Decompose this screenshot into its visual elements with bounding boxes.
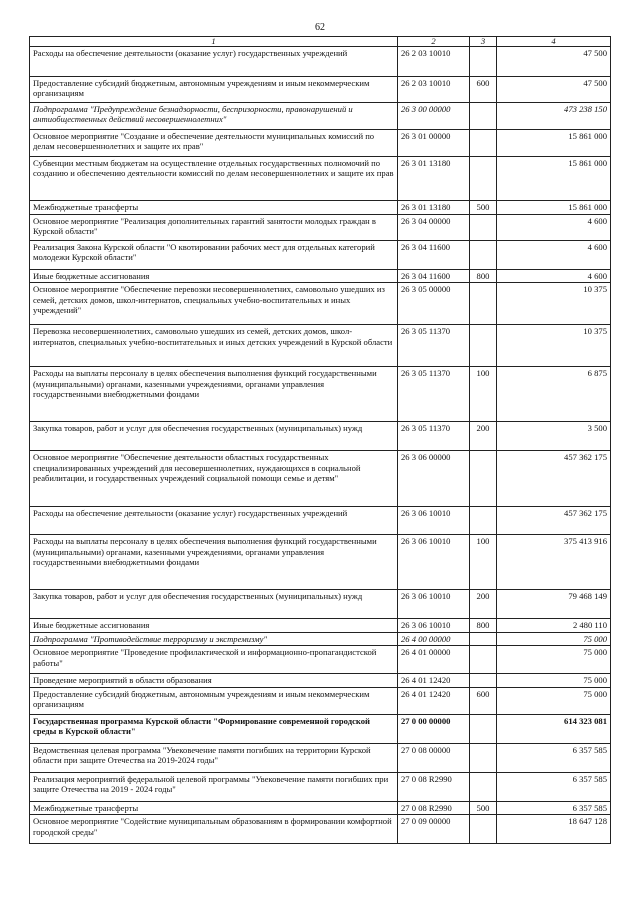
row-amount-cell: 614 323 081 [497, 714, 611, 743]
row-name-cell: Расходы на обеспечение деятельности (оказание услуг) государственных учреждений [30, 47, 398, 77]
row-expense-type-cell: 500 [470, 801, 497, 814]
row-name-cell: Расходы на выплаты персоналу в целях обеспечения выполнения функций государственными (муниципальными) органами, казенными учреждениями, органами управления государственными внебюджетными фондами [30, 367, 398, 422]
table-row [30, 507, 611, 535]
row-code-cell: 26 3 04 11600 [398, 241, 470, 270]
row-expense-type-cell: 600 [470, 77, 497, 103]
row-expense-type-cell [470, 283, 497, 325]
row-code-cell: 26 3 05 11370 [398, 367, 470, 422]
row-amount-cell: 6 875 [497, 367, 611, 422]
row-expense-type-cell: 800 [470, 270, 497, 283]
row-name-cell: Государственная программа Курской области "Формирование современной городской среды в Курской области" [30, 714, 398, 743]
row-amount-cell: 2 480 110 [497, 619, 611, 632]
row-expense-type-cell [470, 815, 497, 844]
row-amount-cell: 47 500 [497, 77, 611, 103]
row-code-cell: 26 3 01 13180 [398, 157, 470, 201]
row-name-cell: Проведение мероприятий в области образования [30, 674, 398, 687]
table-row [30, 325, 611, 367]
row-code-cell: 26 3 00 00000 [398, 103, 470, 130]
row-amount-cell: 4 600 [497, 270, 611, 283]
header-col-2: 2 [398, 37, 470, 47]
row-name-cell: Иные бюджетные ассигнования [30, 619, 398, 632]
row-code-cell: 26 3 06 00000 [398, 451, 470, 507]
table-row [30, 714, 611, 743]
table-row [30, 283, 611, 325]
row-name-cell: Основное мероприятие "Создание и обеспечение деятельности муниципальных комиссий по делам несовершеннолетних и защите их прав" [30, 130, 398, 157]
page-number: 62 [315, 22, 325, 33]
row-amount-cell: 15 861 000 [497, 130, 611, 157]
header-col-3: 3 [470, 37, 497, 47]
row-amount-cell: 3 500 [497, 422, 611, 451]
row-code-cell: 26 4 01 00000 [398, 646, 470, 674]
row-name-cell: Иные бюджетные ассигнования [30, 270, 398, 283]
row-amount-cell: 75 000 [497, 674, 611, 687]
row-name-cell: Основное мероприятие "Обеспечение деятельности областных государственных специализированных учреждений для несовершеннолетних, нуждающихся в социальной реабилитации, и государственных учреждений социальной помощи семье и детям" [30, 451, 398, 507]
row-code-cell: 26 3 06 10010 [398, 619, 470, 632]
row-code-cell: 26 3 05 00000 [398, 283, 470, 325]
row-name-cell: Межбюджетные трансферты [30, 801, 398, 814]
row-code-cell: 26 3 01 00000 [398, 130, 470, 157]
row-amount-cell: 457 362 175 [497, 451, 611, 507]
row-code-cell: 26 3 05 11370 [398, 325, 470, 367]
row-name-cell: Расходы на обеспечение деятельности (оказание услуг) государственных учреждений [30, 507, 398, 535]
row-amount-cell: 473 238 150 [497, 103, 611, 130]
row-expense-type-cell [470, 130, 497, 157]
row-name-cell: Перевозка несовершеннолетних, самовольно ушедших из семей, детских домов, школ-интернатов, специальных учебно-воспитательных и иных детских учреждений в Курской области [30, 325, 398, 367]
row-code-cell: 26 3 06 10010 [398, 590, 470, 619]
row-amount-cell: 15 861 000 [497, 201, 611, 215]
table-row [30, 241, 611, 270]
table-row [30, 815, 611, 844]
row-code-cell: 27 0 08 00000 [398, 743, 470, 772]
row-expense-type-cell [470, 325, 497, 367]
row-name-cell: Основное мероприятие "Проведение профилактической и информационно-пропагандистской работы" [30, 646, 398, 674]
row-name-cell: Реализация Закона Курской области "О квотировании рабочих мест для отдельных категорий молодежи Курской области" [30, 241, 398, 270]
row-expense-type-cell: 600 [470, 687, 497, 714]
table-row [30, 103, 611, 130]
row-expense-type-cell [470, 103, 497, 130]
row-name-cell: Предоставление субсидий бюджетным, автономным учреждениям и иным некоммерческим организациям [30, 77, 398, 103]
row-amount-cell: 75 000 [497, 632, 611, 645]
table-row [30, 422, 611, 451]
row-name-cell: Субвенции местным бюджетам на осуществление отдельных государственных полномочий по созданию и обеспечению деятельности комиссий по делам несовершеннолетних и защите их прав [30, 157, 398, 201]
table-row [30, 619, 611, 632]
row-name-cell: Подпрограмма "Противодействие терроризму и экстремизму" [30, 632, 398, 645]
row-expense-type-cell [470, 646, 497, 674]
row-expense-type-cell [470, 507, 497, 535]
row-code-cell: 26 3 01 13180 [398, 201, 470, 215]
row-expense-type-cell [470, 451, 497, 507]
row-expense-type-cell [470, 743, 497, 772]
row-name-cell: Закупка товаров, работ и услуг для обеспечения государственных (муниципальных) нужд [30, 422, 398, 451]
table-row [30, 201, 611, 215]
table-body [30, 47, 611, 844]
row-code-cell: 26 3 06 10010 [398, 507, 470, 535]
table-row [30, 157, 611, 201]
table-row [30, 451, 611, 507]
row-amount-cell: 4 600 [497, 241, 611, 270]
row-name-cell: Закупка товаров, работ и услуг для обеспечения государственных (муниципальных) нужд [30, 590, 398, 619]
table-row [30, 47, 611, 77]
table-row [30, 367, 611, 422]
table-row [30, 674, 611, 687]
row-code-cell: 27 0 08 R2990 [398, 772, 470, 801]
row-name-cell: Основное мероприятие "Содействие муниципальным образованиям в формировании комфортной городской среды" [30, 815, 398, 844]
row-expense-type-cell [470, 241, 497, 270]
table-row [30, 270, 611, 283]
table-row [30, 77, 611, 103]
table-row [30, 215, 611, 241]
row-amount-cell: 4 600 [497, 215, 611, 241]
row-code-cell: 27 0 08 R2990 [398, 801, 470, 814]
table-row [30, 772, 611, 801]
row-amount-cell: 10 375 [497, 325, 611, 367]
table-row [30, 687, 611, 714]
row-expense-type-cell [470, 157, 497, 201]
table-row [30, 590, 611, 619]
row-amount-cell: 75 000 [497, 687, 611, 714]
row-amount-cell: 6 357 585 [497, 801, 611, 814]
row-expense-type-cell [470, 632, 497, 645]
row-amount-cell: 457 362 175 [497, 507, 611, 535]
row-amount-cell: 6 357 585 [497, 743, 611, 772]
row-code-cell: 26 3 04 11600 [398, 270, 470, 283]
row-name-cell: Ведомственная целевая программа "Увековечение памяти погибших на территории Курской области при защите Отечества на 2019-2024 годы" [30, 743, 398, 772]
table-row [30, 632, 611, 645]
table-row [30, 743, 611, 772]
row-name-cell: Основное мероприятие "Реализация дополнительных гарантий занятости молодых граждан в Курской области" [30, 215, 398, 241]
row-name-cell: Основное мероприятие "Обеспечение перевозки несовершеннолетних, самовольно ушедших из семей, детских домов, школ-интернатов, специальных учебно-воспитательных и иных учреждений" [30, 283, 398, 325]
row-expense-type-cell [470, 674, 497, 687]
table-row [30, 535, 611, 590]
row-amount-cell: 75 000 [497, 646, 611, 674]
header-col-1: 1 [30, 37, 398, 47]
row-expense-type-cell: 100 [470, 535, 497, 590]
row-amount-cell: 375 413 916 [497, 535, 611, 590]
row-expense-type-cell [470, 714, 497, 743]
row-code-cell: 26 4 00 00000 [398, 632, 470, 645]
row-expense-type-cell [470, 47, 497, 77]
row-name-cell: Межбюджетные трансферты [30, 201, 398, 215]
row-expense-type-cell: 100 [470, 367, 497, 422]
row-code-cell: 26 3 05 11370 [398, 422, 470, 451]
table-row [30, 130, 611, 157]
row-amount-cell: 18 647 128 [497, 815, 611, 844]
row-code-cell: 26 3 04 00000 [398, 215, 470, 241]
row-code-cell: 26 2 03 10010 [398, 47, 470, 77]
row-name-cell: Подпрограмма "Предупреждение безнадзорности, беспризорности, правонарушений и антиобщественных действий несовершеннолетних" [30, 103, 398, 130]
header-col-4: 4 [497, 37, 611, 47]
table-row [30, 801, 611, 814]
row-amount-cell: 10 375 [497, 283, 611, 325]
row-code-cell: 26 4 01 12420 [398, 674, 470, 687]
row-name-cell: Реализация мероприятий федеральной целевой программы "Увековечение памяти погибших при защите Отечества на 2019 - 2024 годы" [30, 772, 398, 801]
row-expense-type-cell [470, 215, 497, 241]
row-amount-cell: 15 861 000 [497, 157, 611, 201]
table-header-row [30, 37, 611, 47]
row-expense-type-cell [470, 772, 497, 801]
row-name-cell: Расходы на выплаты персоналу в целях обеспечения выполнения функций государственными (муниципальными) органами, казенными учреждениями, органами управления государственными внебюджетными фондами [30, 535, 398, 590]
row-amount-cell: 6 357 585 [497, 772, 611, 801]
row-code-cell: 27 0 09 00000 [398, 815, 470, 844]
budget-table [29, 36, 611, 844]
row-expense-type-cell: 200 [470, 422, 497, 451]
row-code-cell: 26 4 01 12420 [398, 687, 470, 714]
table-row [30, 646, 611, 674]
row-expense-type-cell: 500 [470, 201, 497, 215]
row-code-cell: 26 2 03 10010 [398, 77, 470, 103]
row-code-cell: 26 3 06 10010 [398, 535, 470, 590]
row-expense-type-cell: 800 [470, 619, 497, 632]
row-expense-type-cell: 200 [470, 590, 497, 619]
row-amount-cell: 47 500 [497, 47, 611, 77]
row-amount-cell: 79 468 149 [497, 590, 611, 619]
row-code-cell: 27 0 00 00000 [398, 714, 470, 743]
row-name-cell: Предоставление субсидий бюджетным, автономным учреждениям и иным некоммерческим организациям [30, 687, 398, 714]
